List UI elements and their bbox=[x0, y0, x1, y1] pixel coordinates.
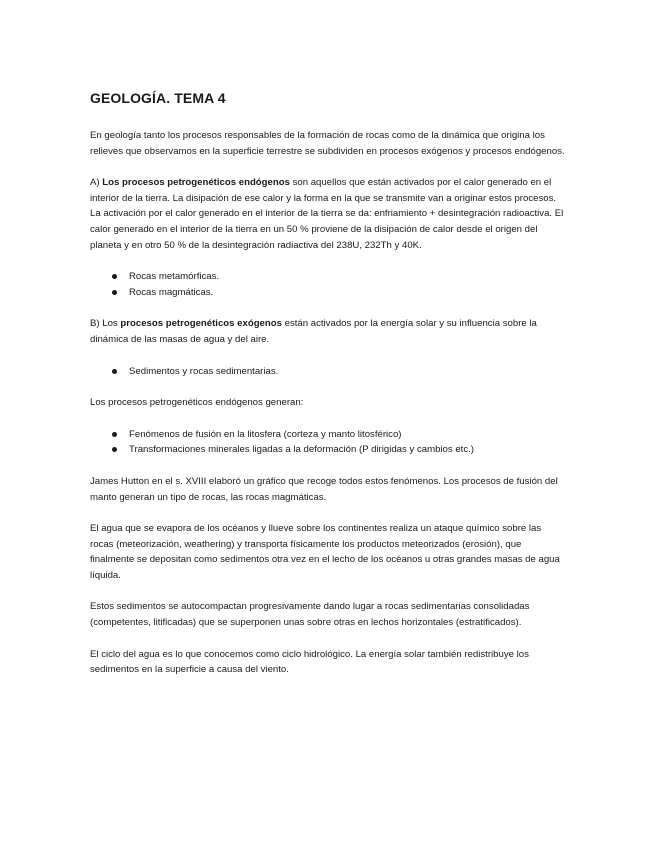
document-page bbox=[90, 88, 565, 678]
list-item-text: Sedimentos y rocas sedimentarias. bbox=[129, 365, 279, 377]
bullet-icon bbox=[112, 274, 117, 279]
section-b-prefix: B) Los bbox=[90, 318, 121, 330]
list-item bbox=[90, 269, 565, 285]
bullet-icon bbox=[112, 290, 117, 295]
list-item bbox=[90, 427, 565, 443]
intro-paragraph: En geología tanto los procesos responsables de la formación de rocas como de la dinámica que origina los relieves que observamos en la superficie terrestre se subdividen en procesos exógenos y procesos endógenos. bbox=[90, 130, 565, 157]
list-item bbox=[90, 285, 565, 301]
water-cycle-paragraph: El ciclo del agua es lo que conocemos como ciclo hidrológico. La energía solar también redistribuye los sedimentos en la superficie a causa del viento. bbox=[90, 648, 529, 676]
section-a-heading: Los procesos petrogenéticos endógenos bbox=[102, 177, 290, 189]
section-b-paragraph bbox=[90, 316, 565, 347]
bullet-icon bbox=[112, 369, 117, 374]
section-b-text: están activados por la energía solar y su influencia sobre la dinámica de las masas de agua y del aire. bbox=[90, 318, 537, 345]
endogenos-intro: Los procesos petrogenéticos endógenos generan: bbox=[90, 397, 304, 409]
section-b-bullet-list bbox=[90, 364, 565, 380]
bullet-icon bbox=[112, 447, 117, 452]
page-title: GEOLOGÍA. TEMA 4 bbox=[90, 90, 226, 106]
list-item bbox=[90, 442, 565, 458]
section-b-heading: procesos petrogenéticos exógenos bbox=[120, 318, 282, 330]
sediments-paragraph: Estos sedimentos se autocompactan progresivamente dando lugar a rocas sedimentarias consolidadas (competentes, litificadas) que se superponen unas sobre otras en lechos horizontales (estratificados). bbox=[90, 601, 530, 629]
list-item bbox=[90, 364, 565, 380]
list-item-text: Fenómenos de fusión en la litosfera (corteza y manto litosférico) bbox=[129, 428, 402, 440]
water-paragraph: El agua que se evapora de los océanos y llueve sobre los continentes realiza un ataque químico sobre las rocas (meteorización, weathering) y transporta físicamente los productos meteorizados (erosión), que finalmente se depositan como sedimentos otra vez en el lecho de los océanos u otras grandes masas de agua líquida. bbox=[90, 523, 560, 581]
section-a-bullet-list bbox=[90, 269, 565, 300]
section-a-prefix: A) bbox=[90, 177, 103, 189]
hutton-paragraph: James Hutton en el s. XVIII elaboró un gráfico que recoge todos estos fenómenos. Los procesos de fusión del manto generan un tipo de rocas, las rocas magmáticas. bbox=[90, 475, 558, 503]
section-a-paragraph bbox=[90, 175, 565, 253]
section-a-text: son aquellos que están activados por el calor generado en el interior de la tierra. La disipación de ese calor y la forma en la que se transmite van a originar estos procesos. La activación por el calor generado en el interior de la tierra se da: enfriamiento + desintegración radioactiva. El calor generado en el interior de la tierra en un 50 % proviene de la disipación de calor desde el origen del planeta y en otro 50 % de la desintegración radiactiva del 238U, 232Th y 40K. bbox=[90, 177, 564, 251]
endogenos-bullet-list bbox=[90, 427, 565, 458]
list-item-text: Transformaciones minerales ligadas a la deformación (P dirigidas y cambios etc.) bbox=[129, 444, 474, 456]
list-item-text: Rocas magmáticas. bbox=[129, 286, 214, 298]
list-item-text: Rocas metamórficas. bbox=[129, 271, 220, 283]
bullet-icon bbox=[112, 432, 117, 437]
